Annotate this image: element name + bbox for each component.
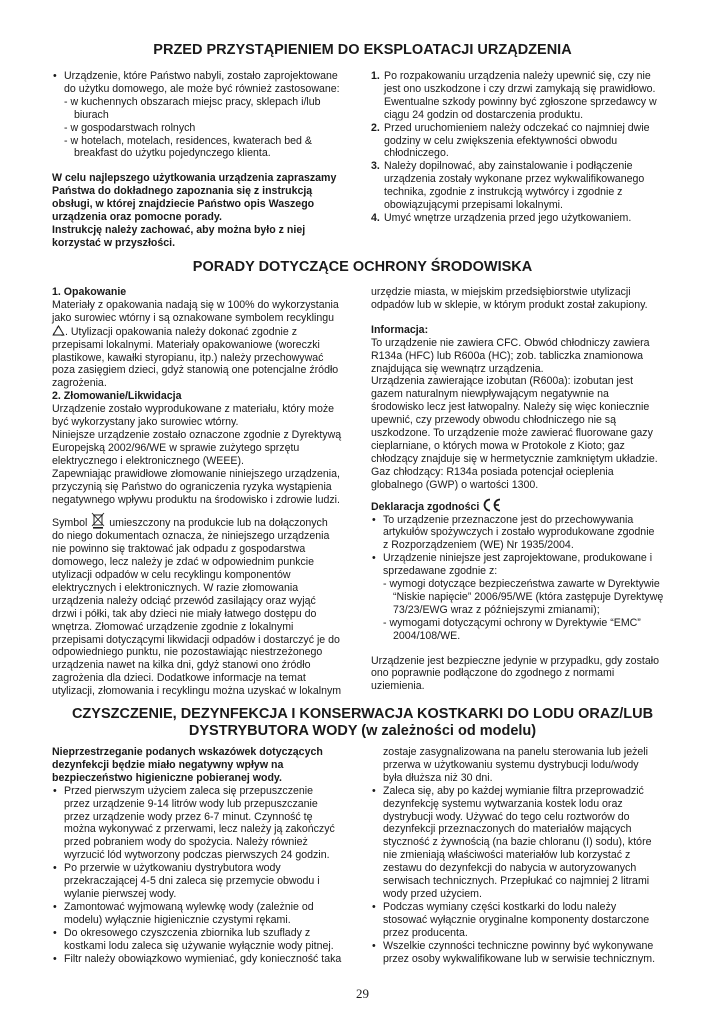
text-line: wyrzucić lód wytworzony podczas pierwszych 24 godzin. xyxy=(64,849,330,862)
hygiene-warning xyxy=(52,746,364,785)
text-line: Ewentualne szkody powinny być zgłoszone sprzedawcy w xyxy=(384,95,657,108)
text-line: obsługi, w której znajdziecie Państwo opis Waszego xyxy=(52,198,315,211)
text-line: bezpieczeństwo higieniczne pobieranej wody. xyxy=(52,771,282,784)
text-line: z Rozporządzeniem (WE) Nr 1935/2004. xyxy=(383,539,574,552)
text-line: chłodzący znajduje się w hermetycznie zamkniętym układzie. xyxy=(371,452,658,465)
text-line: upewnić, czy przewody obwodu chłodniczego nie są xyxy=(371,414,616,427)
text-line: breakfast do użytku pojedynczego klienta. xyxy=(74,147,271,160)
text-line: • To urządzenie przeznaczone jest do przechowywania xyxy=(383,513,634,526)
text-line: • Do okresowego czyszczenia zbiornika lub szuflady z xyxy=(64,926,311,939)
text-line: przed pobraniem wody do spożycia. Należy również xyxy=(64,836,308,849)
text-line: technika, zgodnie z instrukcją wytwórcy i zgodnie z xyxy=(384,186,623,199)
declaration-bullet xyxy=(371,552,683,578)
text-line: Gaz chłodzący: R134a posiada potencjał ocieplenia xyxy=(371,465,614,478)
step-item xyxy=(371,70,683,122)
text-line: do niego dokumentach oznacza, że niniejszego urządzenia xyxy=(52,530,330,543)
text-line: • Urządzenie, które Państwo nabyli, zostało zaprojektowane xyxy=(64,70,338,82)
text-line: plastikowe, kawałki styropianu, itp.) należy przechowywać xyxy=(52,351,324,364)
text-line: styczność z żywnością (na bazie chloranu (I) sodu), które xyxy=(383,836,652,849)
text-line: obowiązującymi przepisami lokalnymi. xyxy=(384,199,563,212)
ce-mark-icon xyxy=(482,498,502,512)
text-line: przez osoby wykwalifikowane lub w serwisie technicznym. xyxy=(383,952,656,965)
cleaning-bullet xyxy=(52,862,364,901)
recycle-icon xyxy=(52,325,65,336)
subheading-disposal: 2. Złomowanie/Likwidacja xyxy=(52,390,182,403)
text-line: biurach xyxy=(74,108,109,121)
environment-right-column xyxy=(371,286,683,693)
text-line: była dłuższa niż 30 dni. xyxy=(383,771,493,784)
text-line: jest ono uszkodzone i czy drzwi zamykają się prawidłowo. xyxy=(384,82,656,95)
text-line: zostaje zasygnalizowana na panelu sterowania lub jeżeli xyxy=(383,746,649,758)
text-line: modelu) wyłącznie higienicznie czystymi rękami. xyxy=(64,913,291,926)
text-line: przez producenta. xyxy=(383,926,468,939)
cleaning-left-column xyxy=(52,746,364,965)
text-line: być wykorzystany jako surowiec wtórny. xyxy=(52,416,239,429)
text-line: dezynfekcji przeznaczonych do materiałów mających xyxy=(383,823,632,836)
text-span: umieszczony na produkcie lub na dołączonych xyxy=(109,517,328,530)
cleaning-bullet xyxy=(52,927,364,953)
text-line: R134a (HFC) lub R600a (HC); zob. tabliczka znamionowa xyxy=(371,349,644,362)
text-line xyxy=(52,512,362,530)
text-line: • Zamontować wyjmowaną wylewkę wody (zależnie od xyxy=(64,900,314,913)
text-line: urządzenia zostały wykonane przez wykwalifikowanego xyxy=(384,173,645,186)
environment-left-column xyxy=(52,286,362,698)
text-line: Urządzenie jest bezpieczne jedynie w przypadku, gdy zostało xyxy=(371,654,659,667)
usage-bullet xyxy=(52,70,362,96)
text-line: Zapewniając prawidłowe złomowanie niniejszego urządzenia, xyxy=(52,467,340,480)
text-line: • Filtr należy obowiązkowo wymieniać, gdy konieczność taka xyxy=(64,952,342,965)
text-line: poza zasięgiem dzieci, gdyż stanowią one potencjalne źródło xyxy=(52,364,339,377)
crossed-bin-icon xyxy=(90,512,106,529)
text-span: Symbol xyxy=(52,517,88,530)
before-use-left-column xyxy=(52,70,362,250)
text-line: 2004/108/WE. xyxy=(393,629,461,642)
section-title-before-use: PRZED PRZYSTĄPIENIEM DO EKSPLOATACJI URZĄDZENIA xyxy=(153,42,572,58)
before-use-right-column xyxy=(371,70,683,225)
text-line: przyczynią się Państwo do ograniczenia ryzyka wystąpienia xyxy=(52,480,332,493)
text-line: serwisach technicznych. Przepłukać co najmniej 2 litrami xyxy=(383,875,650,888)
text-line: - wymogi dotyczące bezpieczeństwa zawarte w Dyrektywie xyxy=(383,578,660,591)
text-line: Europejską 2002/96/WE w sprawie zużytego sprzętu xyxy=(52,441,300,454)
step-number: 4. xyxy=(371,211,380,224)
text-line: • Wszelkie czynności techniczne powinny być wykonywane xyxy=(383,939,654,952)
page-number: 29 xyxy=(356,986,369,1001)
text-line: chłodniczego. xyxy=(384,147,449,160)
text-line: odpowiedniego punktu, nie pozostawiając niestrzeżonego xyxy=(52,646,323,659)
text-line: DYSTRYBUTORA WODY (w zależności od modelu) xyxy=(188,723,537,739)
text-line: Umyć wnętrze urządzenia przed jego użytkowaniem. xyxy=(384,211,632,224)
text-line: do użytku domowego, ale może być również zastosowane: xyxy=(64,82,340,95)
text-line: urządzenia nawet na kilka dni, gdyż stanowi ono źródło xyxy=(52,659,311,672)
text-line: • Urządzenie niniejsze jest zaprojektowane, produkowane i xyxy=(383,552,653,565)
cleaning-bullet xyxy=(52,785,364,862)
text-line: urządzenia oraz pomocne porady. xyxy=(52,211,222,224)
text-line: dezynfekcji będzie miało negatywny wpływ na xyxy=(52,758,284,771)
instruction-notice xyxy=(52,172,362,249)
text-line: stosować wyłącznie oryginalne komponenty dostarczone xyxy=(383,913,650,926)
text-line: • Przed pierwszym użyciem zaleca się przepuszczenie xyxy=(64,784,314,797)
text-line: utylizacji, złomowania i recyklingu można uzyskać w lokalnym xyxy=(52,685,342,698)
text-line xyxy=(52,325,362,339)
step-number: 1. xyxy=(371,70,380,82)
text-line: dezynfekcję systemu wytwarzania kostek lodu oraz xyxy=(383,797,623,810)
text-line: nie zmieniają właściwości materiałów lub korzystać z xyxy=(383,849,631,862)
text-line: Należy dopilnować, aby zainstalowanie i podłączenie xyxy=(384,160,633,173)
text-line: wody przed użyciem. xyxy=(383,887,482,900)
cleaning-bullet xyxy=(371,940,683,966)
text-line: 73/23/EWG wraz z późniejszymi zmianami); xyxy=(393,603,600,616)
text-line: godziny w celu zwiększenia efektywności obwodu xyxy=(384,134,618,147)
text-line: przez urządzenie 9-14 litrów wody lub przepuszczanie xyxy=(64,797,318,810)
text-line: To urządzenie nie zawiera CFC. Obwód chłodniczy zawiera xyxy=(371,336,650,349)
text-line: sprzedawane zgodnie z: xyxy=(383,565,498,578)
text-line: elektrycznego i elektronicznego (WEEE). xyxy=(52,454,244,467)
cleaning-bullet xyxy=(52,953,364,966)
text-line: • Podczas wymiany części kostkarki do lodu należy xyxy=(383,900,617,913)
text-line: przez urządzenie wody przez 6-7 minut. Czynność tę xyxy=(64,810,313,823)
text-line: nie powinno się traktować jak odpadu z gospodarstwa xyxy=(52,543,306,556)
text-line: znajdująca się wewnątrz urządzenia. xyxy=(371,362,544,375)
text-span: . Utylizacji opakowania należy dokonać zgodnie z xyxy=(65,325,298,338)
text-line: - w kuchennych obszarach miejsc pracy, sklepach i/lub xyxy=(64,95,321,108)
subheading-declaration xyxy=(371,498,683,514)
text-line: wnętrza. Złomować urządzenie zgodnie z lokalnymi xyxy=(52,620,294,633)
text-line: negatywnego wpływu produktu na środowisko i zdrowie ludzi. xyxy=(52,493,340,506)
subheading-packaging: 1. Opakowanie xyxy=(52,286,127,298)
text-line: globalnego (GWP) o wartości 1300. xyxy=(371,478,539,491)
text-line: W celu najlepszego użytkowania urządzenia zapraszamy xyxy=(52,172,337,185)
cleaning-right-column xyxy=(371,746,683,965)
text-line: urządzenia należy odciąć przewód zasilający oraz wyjąć xyxy=(52,594,316,607)
text-line: Niniejsze urządzenie zostało oznaczone zgodnie z Dyrektywą xyxy=(52,428,342,441)
cleaning-bullet xyxy=(371,785,683,901)
step-item xyxy=(371,212,683,225)
text-line: urzędzie miasta, w miejskim przedsiębiorstwie utylizacji xyxy=(371,286,631,298)
text-line: środowisko lecz jest łatwopalny. Należy się więc koniecznie xyxy=(371,401,650,414)
text-line: drzwi i półki, tak aby dzieci nie miały łatwego dostępu do xyxy=(52,607,317,620)
text-line: Instrukcję należy zachować, aby można było z niej xyxy=(52,223,306,236)
text-line: ono poprawnie podłączone do zgodnego z normami xyxy=(371,667,615,680)
text-line: Nieprzestrzeganie podanych wskazówek dotyczących xyxy=(52,746,323,758)
section-title-environment: PORADY DOTYCZĄCE OCHRONY ŚRODOWISKA xyxy=(192,259,533,275)
step-number: 3. xyxy=(371,160,380,173)
text-line: CZYSZCZENIE, DEZYNFEKCJA I KONSERWACJA KOSTKARKI DO LODU ORAZ/LUB xyxy=(71,706,654,722)
subheading-information: Informacja: xyxy=(371,323,429,336)
section-title-cleaning xyxy=(40,706,685,740)
step-number: 2. xyxy=(371,121,380,134)
text-line: korzystać w przyszłości. xyxy=(52,236,176,249)
text-line: zagrożenia dla dzieci. Dodatkowe informacje na temat xyxy=(52,672,306,685)
text-line: cieplarniane, o których mowa w Protokole z Kioto; gaz xyxy=(371,439,625,452)
cleaning-bullet xyxy=(371,901,683,940)
text-line: - w gospodarstwach rolnych xyxy=(64,121,196,134)
text-line: Po rozpakowaniu urządzenia należy upewnić się, czy nie xyxy=(384,70,651,82)
text-line: ciągu 24 godzin od dostarczenia produktu. xyxy=(384,108,584,121)
text-line: Urządzenia zawierające izobutan (R600a): izobutan jest xyxy=(371,375,634,388)
text-span: Deklaracja zgodności xyxy=(371,500,480,513)
text-line: • Zaleca się, aby po każdej wymianie filtra przeprowadzić xyxy=(383,784,644,797)
text-line: artykułów spożywczych i zostało wyprodukowane zgodnie xyxy=(383,526,655,539)
text-line: wylanie pierwszej wody. xyxy=(64,887,177,900)
cleaning-bullet xyxy=(52,901,364,927)
text-line: dystrybucji wody. Używać do tego celu roztworów do xyxy=(383,810,630,823)
text-line: Urządzenie zostało wyprodukowane z materiału, który może xyxy=(52,403,335,416)
text-line: • Po przerwie w użytkowaniu dystrybutora wody xyxy=(64,862,281,875)
steps-list xyxy=(371,70,683,225)
text-line: przerwa w użytkowaniu systemu dystrybucji lodu/wody xyxy=(383,758,639,771)
text-line: utylizacji odpadów w celu recyklingu komponentów xyxy=(52,569,291,582)
step-item xyxy=(371,122,683,161)
text-line: można wykonywać z przerwami, lecz należy ją zakończyć xyxy=(64,823,335,836)
text-line: jako surowiec wtórny i są oznakowane symbolem recyklingu xyxy=(52,311,335,324)
text-line: przepisami dotyczącymi likwidacji odpadów i dostarczyć je do xyxy=(52,633,340,646)
text-line: Państwa do dokładnego zapoznania się z instrukcją xyxy=(52,185,313,198)
text-line: zagrożenia. xyxy=(52,377,107,390)
declaration-bullet xyxy=(371,514,683,553)
text-line: kostkami lodu zaleca się używanie wyłącznie wody pitnej. xyxy=(64,939,334,952)
text-line: “Niskie napięcie” 2006/95/WE (która zastępuje Dyrektywę xyxy=(393,590,664,603)
text-line: Materiały z opakowania nadają się w 100% do wykorzystania xyxy=(52,298,339,311)
text-line: elektrycznych i elektronicznych. W razie złomowania xyxy=(52,581,299,594)
text-line: Przed uruchomieniem należy odczekać co najmniej dwie xyxy=(384,121,650,134)
text-line: zestawu do dezynfekcji do nabycia w autoryzowanych xyxy=(383,862,637,875)
text-line: odpadów lub w sklepie, w którym produkt został zakupiony. xyxy=(371,298,648,311)
text-line: - wymogami dotyczącymi ochrony w Dyrektywie “EMC” xyxy=(383,616,641,629)
text-line: - w hotelach, motelach, residences, kwaterach bed & xyxy=(64,134,312,147)
text-line: uziemienia. xyxy=(371,680,425,693)
step-item xyxy=(371,160,683,212)
text-line: domowego, lecz należy je zdać w odpowiednim punkcie xyxy=(52,556,315,569)
text-line: przepisami lokalnymi. Materiały opakowaniowe (woreczki xyxy=(52,338,320,351)
text-line: gazem naturalnym niewpływającym negatywnie na xyxy=(371,388,609,401)
text-line: uszkodzone. To urządzenie może zawierać fluorowane gazy xyxy=(371,427,653,440)
text-line: przekraczającej 4-5 dni zaleca się przemycie obwodu i xyxy=(64,875,320,888)
